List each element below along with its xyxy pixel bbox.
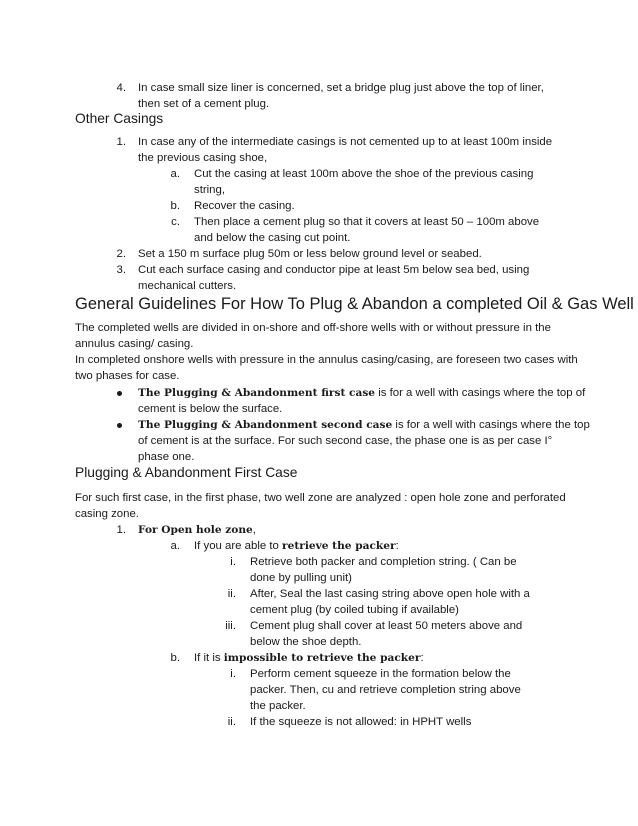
list-item-text: In case small size liner is concerned, set a bridge plug just above the top of liner, bbox=[138, 82, 544, 94]
list-item-text: packer. Then, cu and retrieve completion string above bbox=[250, 684, 521, 696]
list-marker: b. bbox=[170, 200, 180, 212]
paragraph-line: casing zone. bbox=[75, 508, 139, 520]
paragraph-line: In completed onshore wells with pressure in the annulus casing/casing, are foreseen two cases with bbox=[75, 354, 578, 366]
list-marker: a. bbox=[170, 540, 180, 552]
bullet-item-text: of cement is at the surface. For such second case, the phase one is as per case I° bbox=[138, 435, 553, 447]
list-item-text: If the squeeze is not allowed: in HPHT wells bbox=[250, 716, 472, 728]
list-item-text bbox=[194, 650, 424, 666]
list-marker: 1. bbox=[116, 524, 126, 536]
list-item-text: Perform cement squeeze in the formation below the bbox=[250, 668, 511, 680]
list-marker: c. bbox=[171, 216, 180, 228]
list-item-text: Cement plug shall cover at least 50 meters above and bbox=[250, 620, 523, 632]
list-marker: i. bbox=[230, 668, 236, 680]
list-item-text: string, bbox=[194, 184, 226, 196]
bold-term: impossible to retrieve the packer bbox=[223, 652, 421, 664]
list-item-text: Then place a cement plug so that it covers at least 50 – 100m above bbox=[194, 216, 540, 228]
bullet-dot bbox=[117, 391, 122, 396]
list-item-text bbox=[138, 522, 256, 538]
list-text-pre: If you are able to bbox=[194, 540, 283, 552]
list-marker: 2. bbox=[116, 248, 126, 260]
list-marker: a. bbox=[170, 168, 180, 180]
list-marker: 3. bbox=[116, 264, 126, 276]
list-item-text: mechanical cutters. bbox=[138, 280, 237, 292]
section-heading-other-casings: Other Casings bbox=[75, 111, 164, 126]
bullet-text-rest: is for a well with casings where the top of bbox=[375, 387, 586, 399]
bullet-item-text: phase one. bbox=[138, 451, 195, 463]
bold-term: The Plugging & Abandonment second case bbox=[138, 419, 393, 431]
bullet-item-text bbox=[138, 417, 590, 433]
paragraph-line: For such first case, in the first phase, two well zone are analyzed : open hole zone and perforated bbox=[75, 492, 566, 504]
list-item-text: Recover the casing. bbox=[194, 200, 295, 212]
list-marker: 1. bbox=[116, 136, 126, 148]
list-marker: 4. bbox=[116, 82, 126, 94]
bold-term: For Open hole zone bbox=[138, 524, 253, 536]
list-item-text: Cut the casing at least 100m above the shoe of the previous casing bbox=[194, 168, 534, 180]
list-marker: iii. bbox=[225, 620, 236, 632]
list-item-text: Set a 150 m surface plug 50m or less below ground level or seabed. bbox=[138, 248, 482, 260]
list-item-text: the previous casing shoe, bbox=[138, 152, 268, 164]
list-item-text: Cut each surface casing and conductor pipe at least 5m below sea bed, using bbox=[138, 264, 530, 276]
bullet-item-text bbox=[138, 385, 585, 401]
list-item-text: cement plug (by coiled tubing if available) bbox=[250, 604, 459, 616]
list-text-post: : bbox=[395, 540, 399, 552]
list-marker: i. bbox=[230, 556, 236, 568]
bullet-text-rest: is for a well with casings where the top bbox=[392, 419, 590, 431]
list-marker: ii. bbox=[227, 588, 236, 600]
list-item-text: In case any of the intermediate casings is not cemented up to at least 100m inside bbox=[138, 136, 553, 148]
list-item-text: and below the casing cut point. bbox=[194, 232, 351, 244]
list-marker: ii. bbox=[227, 716, 236, 728]
paragraph-line: The completed wells are divided in on-shore and off-shore wells with or without pressure in the bbox=[75, 322, 551, 334]
bold-term: retrieve the packer bbox=[282, 540, 396, 552]
list-item-text: then set of a cement plug. bbox=[138, 98, 270, 110]
list-item-text: Retrieve both packer and completion string. ( Can be bbox=[250, 556, 517, 568]
list-item-text: below the shoe depth. bbox=[250, 636, 362, 648]
section-heading-first-case: Plugging & Abandonment First Case bbox=[75, 465, 298, 480]
list-item-text: the packer. bbox=[250, 700, 306, 712]
list-item-text bbox=[194, 538, 399, 554]
list-text-post: : bbox=[420, 652, 424, 664]
bold-term: The Plugging & Abandonment first case bbox=[138, 387, 376, 399]
bullet-dot bbox=[117, 423, 122, 428]
list-item-text: After, Seal the last casing string above open hole with a bbox=[250, 588, 530, 600]
list-text-pre: If it is bbox=[194, 652, 224, 664]
section-heading-general-guidelines: General Guidelines For How To Plug & Abandon a completed Oil & Gas Well bbox=[75, 295, 634, 313]
paragraph-line: two phases for case. bbox=[75, 370, 180, 382]
list-text-rest: , bbox=[252, 524, 256, 536]
list-marker: b. bbox=[170, 652, 180, 664]
bullet-item-text: cement is below the surface. bbox=[138, 403, 283, 415]
list-item-text: done by pulling unit) bbox=[250, 572, 352, 584]
paragraph-line: annulus casing/ casing. bbox=[75, 338, 194, 350]
